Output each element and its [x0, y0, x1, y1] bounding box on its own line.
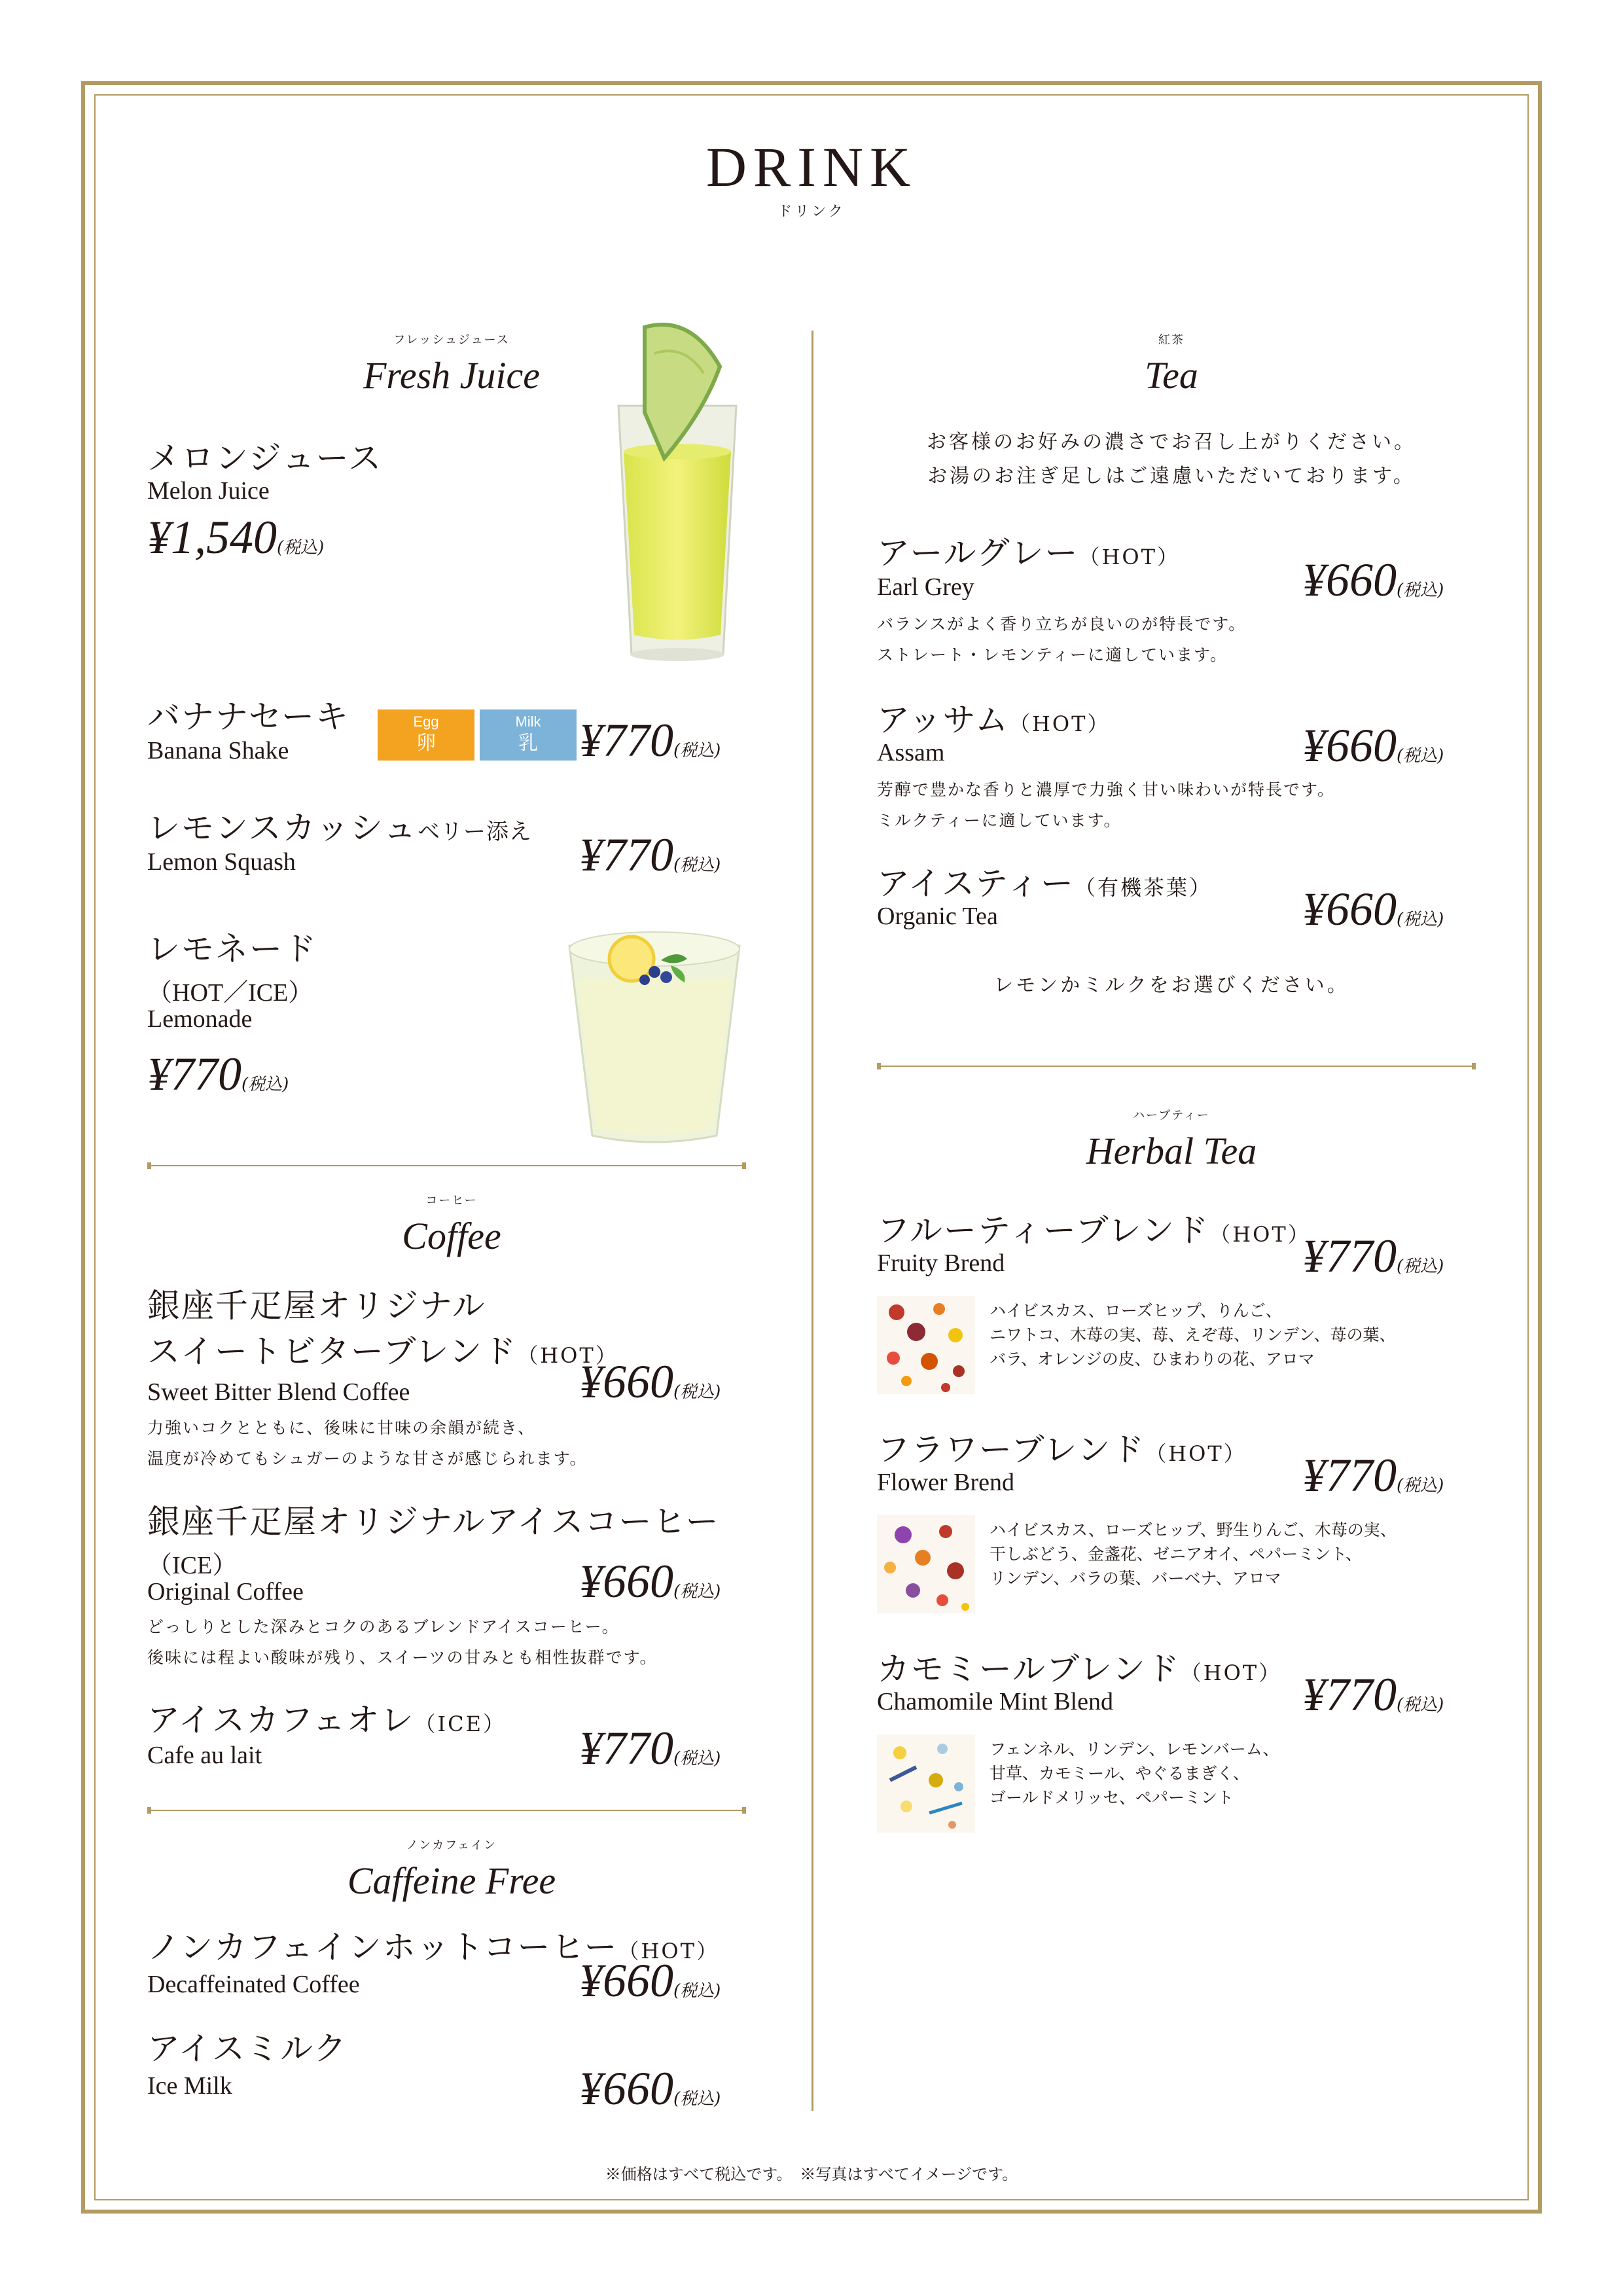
cafe-au-lait-en: Cafe au lait	[147, 1742, 262, 1769]
earl-grey-desc: バランスがよく香り立ちが良いのが特長です。 ストレート・レモンティーに適しています。	[877, 615, 1247, 664]
banana-shake-name: バナナセーキ	[147, 698, 349, 736]
tea-intro: お客様のお好みの濃さでお召し上がりください。 お湯のお注ぎ足しはご遠慮いただいております。	[927, 431, 1416, 488]
sweet-bitter-name-line1: 銀座千疋屋オリジナル	[147, 1287, 486, 1325]
decaf-coffee-price-row: ¥660(税込)	[579, 1954, 721, 2007]
ice-milk-price: ¥660	[579, 2062, 673, 2115]
original-ice-coffee-name: 銀座千疋屋オリジナルアイスコーヒー	[147, 1503, 720, 1541]
lemonade-photo	[563, 920, 746, 1155]
flower-blend-price-row: ¥770(税込)	[1302, 1449, 1444, 1501]
ice-milk-en: Ice Milk	[147, 2072, 232, 2100]
flower-blend-desc: ハイビスカス、ローズヒップ、野生りんご、木苺の実、 干しぶどう、金盞花、ゼニアオイ、ペパーミント、 リンデン、バラの葉、バーベナ、アロマ	[990, 1521, 1397, 1588]
fresh-juice-title: Fresh Juice	[363, 354, 540, 397]
decaf-coffee-en: Decaffeinated Coffee	[147, 1971, 360, 1998]
tea-title: Tea	[1145, 354, 1198, 397]
fruity-blend-desc: ハイビスカス、ローズヒップ、りんご、 ニワトコ、木苺の実、苺、えぞ苺、リンデン、苺の葉、 バラ、オレンジの皮、ひまわりの花、アロマ	[990, 1302, 1396, 1369]
page-title: DRINK	[705, 135, 918, 198]
cafe-au-lait-price: ¥770	[579, 1722, 673, 1774]
footer-note: ※価格はすべて税込です。 ※写真はすべてイメージです。	[605, 2166, 1018, 2183]
sweet-bitter-price: ¥660	[579, 1355, 673, 1408]
ice-milk-name: アイスミルク	[147, 2030, 348, 2068]
column-divider	[812, 331, 813, 2111]
flower-blend-en: Flower Brend	[877, 1469, 1015, 1496]
earl-grey-name: アールグレー（HOT）	[877, 534, 1180, 572]
coffee-title: Coffee	[402, 1215, 501, 1257]
banana-shake-en: Banana Shake	[147, 737, 289, 764]
organic-tea-price: ¥660	[1302, 883, 1397, 935]
sweet-bitter-price-row: ¥660(税込)	[579, 1355, 721, 1408]
iced-tea-name: アイスティー（有機茶葉）	[877, 865, 1213, 903]
fruity-blend-photo	[877, 1296, 975, 1394]
decaf-coffee-name: ノンカフェインホットコーヒー（HOT）	[147, 1928, 719, 1966]
lemonade-en: Lemonade	[147, 1005, 253, 1033]
assam-price: ¥660	[1302, 719, 1397, 772]
page-subtitle: ドリンク	[777, 204, 846, 220]
organic-tea-en: Organic Tea	[877, 903, 998, 930]
sweet-bitter-en: Sweet Bitter Blend Coffee	[147, 1378, 410, 1406]
cafe-au-lait-price-row: ¥770(税込)	[579, 1722, 721, 1774]
earl-grey-price: ¥660	[1302, 554, 1397, 606]
lemonade-name: レモネード	[147, 930, 317, 968]
melon-juice-price-row	[147, 511, 324, 565]
caffeine-free-ruby: ノンカフェイン	[406, 1839, 497, 1852]
banana-shake-price-row: ¥770(税込)	[579, 714, 721, 766]
melon-juice-name: メロンジュース	[147, 439, 383, 477]
lemon-squash-en: Lemon Squash	[147, 848, 296, 876]
section-divider	[147, 1165, 746, 1166]
herbal-tea-title: Herbal Tea	[1086, 1130, 1257, 1172]
flower-blend-name: フラワーブレンド（HOT）	[877, 1431, 1247, 1469]
earl-grey-en: Earl Grey	[877, 573, 974, 601]
melon-juice-en: Melon Juice	[147, 477, 270, 505]
earl-grey-price-row: ¥660(税込)	[1302, 554, 1444, 606]
original-coffee-price-row: ¥660(税込)	[579, 1555, 721, 1607]
chamomile-blend-price-row: ¥770(税込)	[1302, 1668, 1444, 1721]
fruity-blend-name: フルーティーブレンド（HOT）	[877, 1211, 1311, 1249]
caffeine-free-title: Caffeine Free	[347, 1859, 556, 1902]
fruity-blend-price: ¥770	[1302, 1230, 1397, 1282]
egg-allergen-badge: Egg 卵	[378, 709, 474, 761]
tea-outro: レモンかミルクをお選びください。	[993, 974, 1349, 997]
milk-allergen-badge: Milk 乳	[480, 709, 577, 761]
ice-milk-price-row: ¥660(税込)	[579, 2062, 721, 2115]
decaf-coffee-price: ¥660	[579, 1954, 673, 2007]
original-coffee-en: Original Coffee	[147, 1578, 304, 1605]
assam-desc: 芳醇で豊かな香りと濃厚で力強く甘い味わいが特長です。 ミルクティーに適しています。	[877, 780, 1336, 830]
cafe-au-lait-name: アイスカフェオレ（ICE）	[147, 1701, 506, 1739]
flower-blend-photo	[877, 1515, 975, 1613]
assam-name: アッサム（HOT）	[877, 701, 1111, 739]
fruity-blend-price-row: ¥770(税込)	[1302, 1230, 1444, 1282]
tax-label: (税込)	[277, 538, 325, 558]
tea-ruby: 紅茶	[1158, 333, 1185, 347]
melon-juice-price: ¥1,540	[147, 511, 277, 564]
fruity-blend-en: Fruity Brend	[877, 1249, 1005, 1277]
banana-shake-price: ¥770	[579, 714, 673, 766]
melon-juice-photo	[592, 314, 762, 668]
section-divider	[147, 1810, 746, 1811]
chamomile-blend-price: ¥770	[1302, 1668, 1397, 1721]
fresh-juice-ruby: フレッシュジュース	[393, 333, 510, 347]
herbal-tea-ruby: ハーブティー	[1133, 1109, 1210, 1122]
assam-en: Assam	[877, 739, 945, 766]
original-coffee-desc: どっしりとした深みとコクのあるブレンドアイスコーヒー。 後味には程よい酸味が残り、スイーツの甘みとも相性抜群です。	[147, 1617, 658, 1667]
flower-blend-price: ¥770	[1302, 1449, 1397, 1501]
sweet-bitter-desc: 力強いコクとともに、後味に甘味の余韻が続き、 温度が冷めてもシュガーのような甘さが感じられます。	[147, 1418, 588, 1468]
lemonade-price-row: ¥770(税込)	[147, 1048, 289, 1100]
chamomile-blend-desc: フェンネル、リンデン、レモンバーム、 甘草、カモミール、やぐるまぎく、 ゴールドメリッセ、ペパーミント	[990, 1740, 1279, 1807]
lemonade-price: ¥770	[147, 1048, 241, 1100]
chamomile-blend-en: Chamomile Mint Blend	[877, 1688, 1113, 1715]
lemonade-sub: （HOT／ICE）	[147, 979, 313, 1007]
assam-price-row: ¥660(税込)	[1302, 719, 1444, 772]
chamomile-blend-name: カモミールブレンド（HOT）	[877, 1650, 1282, 1688]
original-coffee-price: ¥660	[579, 1555, 673, 1607]
lemon-squash-price: ¥770	[579, 829, 673, 881]
organic-tea-price-row: ¥660(税込)	[1302, 883, 1444, 935]
sweet-bitter-name-line2: スイートビターブレンド（HOT）	[147, 1333, 618, 1371]
lemon-squash-note: ベリー添え	[418, 819, 532, 845]
chamomile-blend-photo	[877, 1734, 975, 1833]
original-ice-coffee-temp: （ICE）	[147, 1552, 238, 1579]
section-divider	[877, 1066, 1476, 1067]
lemon-squash-price-row: ¥770(税込)	[579, 829, 721, 881]
coffee-ruby: コーヒー	[425, 1194, 478, 1208]
lemon-squash-name: レモンスカッシュベリー添え	[147, 809, 532, 847]
